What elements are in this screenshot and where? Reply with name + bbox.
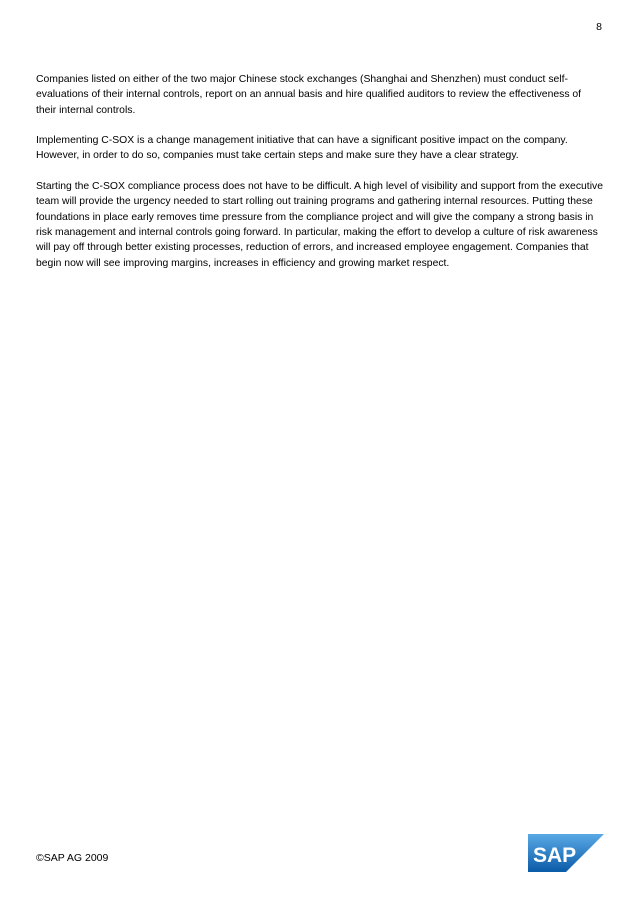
sap-logo-text: SAP <box>533 844 577 867</box>
body-text <box>36 72 604 286</box>
paragraph-1: Companies listed on either of the two major Chinese stock exchanges (Shanghai and Shenzhen) must conduct self-evaluations of their internal controls, report on an annual basis and hire qualified auditors to review the effectiveness of their internal controls. <box>36 74 582 116</box>
footer-copyright: ©SAP AG 2009 <box>36 852 109 864</box>
paragraph-3: Starting the C-SOX compliance process does not have to be difficult. A high level of visibility and support from the executive team will provide the urgency needed to start rolling out training programs and gathering internal resources. Putting these foundations in place early removes time pressure from the compliance project and will give the company a strong basis in risk management and internal controls going forward. In particular, making the effort to develop a culture of risk awareness will pay off through better existing processes, reduction of errors, and increased employee engagement. Companies that begin now will see improving margins, increases in efficiency and growing market respect. <box>36 181 603 269</box>
sap-logo <box>528 834 604 872</box>
page-number: 8 <box>596 21 602 33</box>
paragraph-2: Implementing C-SOX is a change management initiative that can have a significant positive impact on the company. However, in order to do so, companies must take certain steps and make sure they have a clear strategy. <box>36 135 568 162</box>
